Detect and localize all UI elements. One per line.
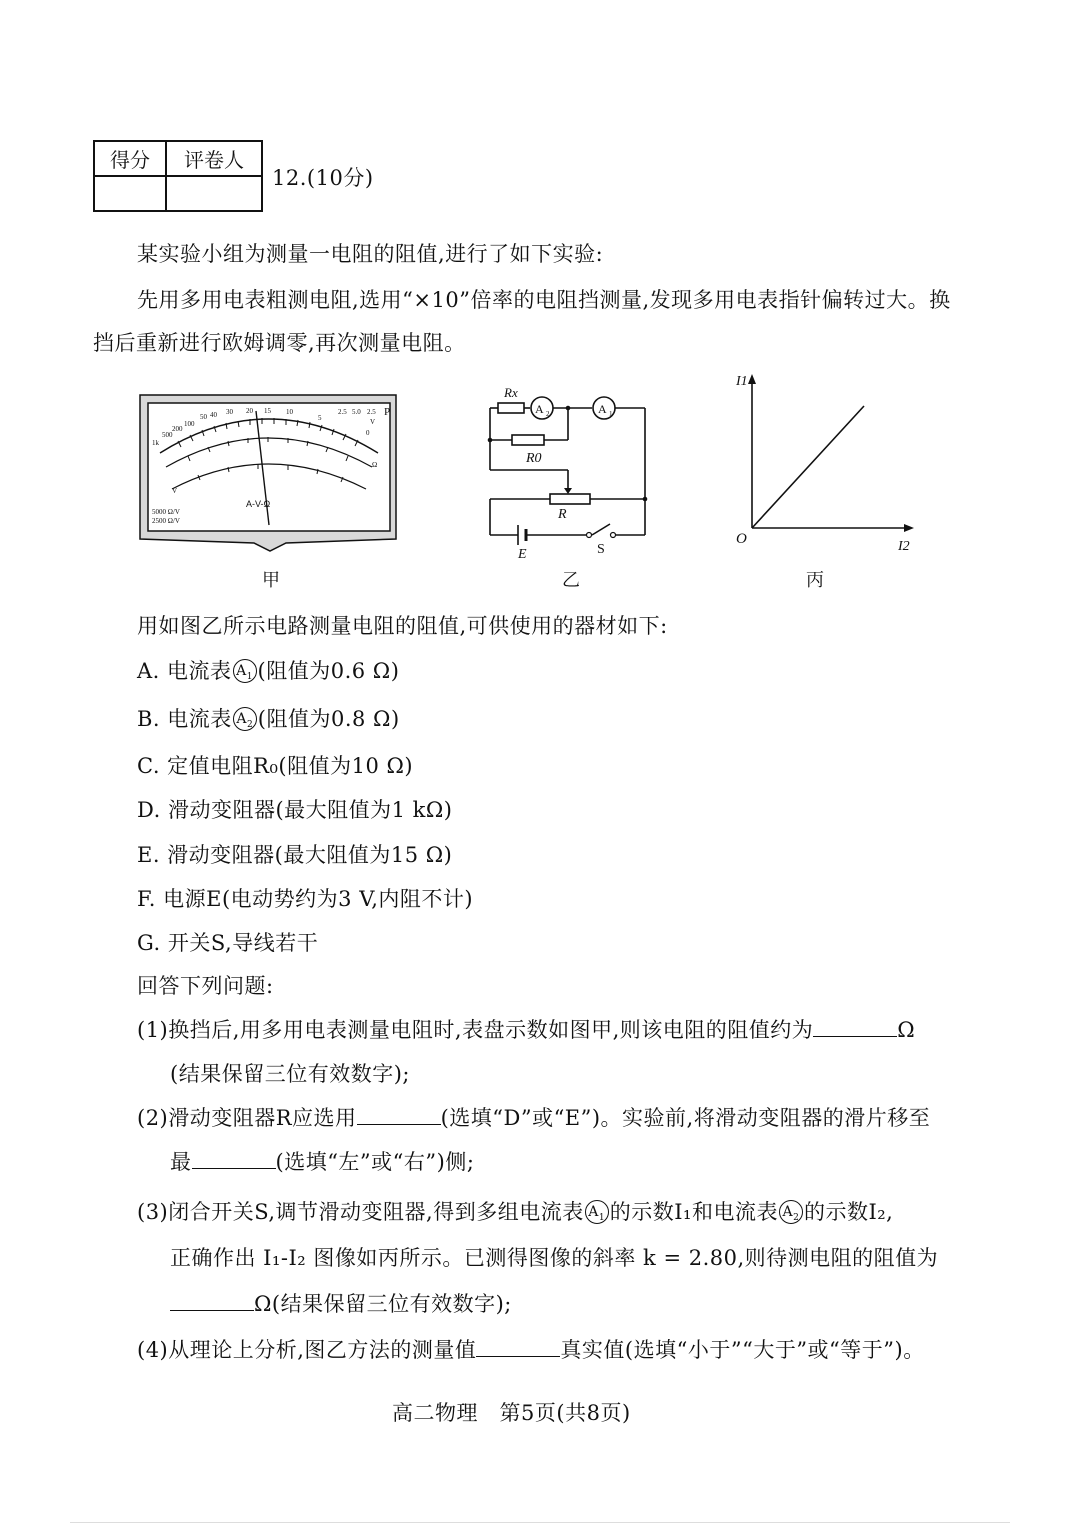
p-mark: P bbox=[384, 406, 391, 418]
slider-arrow bbox=[564, 488, 572, 494]
scale-label-50: 50 bbox=[200, 413, 207, 421]
q1-line-2: (结果保留三位有效数字); bbox=[170, 1062, 410, 1086]
q3-answer-blank[interactable] bbox=[170, 1292, 254, 1311]
q3-line-1: (3)闭合开关S,调节滑动变阻器,得到多组电流表 $A_1$ 的示数I₁和电流表 $A_2$ 的示数I₂, bbox=[137, 1200, 894, 1224]
s-label: S bbox=[597, 542, 605, 557]
q2-line-1: (2)滑动变阻器R应选用 (选填“D”或“E”)。实验前,将滑动变阻器的滑片移至 bbox=[137, 1106, 931, 1130]
x-axis-label: I2 bbox=[898, 539, 910, 554]
q3-line-2: 正确作出 I₁-I₂ 图像如丙所示。已测得图像的斜率 k = 2.80,则待测电阻的阻值为 bbox=[170, 1246, 939, 1270]
score-cell[interactable] bbox=[94, 176, 166, 211]
graph-figure bbox=[730, 368, 915, 558]
r0-label: R0 bbox=[526, 451, 542, 466]
scale-label-15: 15 bbox=[264, 407, 271, 415]
equipment-b: B. 电流表 $A_2$ (阻值为0.8 Ω) bbox=[137, 707, 400, 731]
data-line bbox=[752, 406, 864, 528]
scale-label-40: 40 bbox=[210, 411, 217, 419]
scale-label-0: 0 bbox=[366, 429, 370, 437]
answer-prompt: 回答下列问题: bbox=[137, 974, 274, 998]
q4-line-1: (4)从理论上分析,图乙方法的测量值 真实值(选填“小于”“大于”或“等于”)。 bbox=[137, 1338, 925, 1362]
q2-rheostat-blank[interactable] bbox=[357, 1106, 441, 1125]
scale-label-30: 30 bbox=[226, 408, 233, 416]
intro-line-1: 某实验小组为测量一电阻的阻值,进行了如下实验: bbox=[137, 242, 604, 266]
scale-label-200: 200 bbox=[172, 425, 183, 433]
figure-yi-label: 乙 bbox=[562, 570, 580, 591]
r-label: R bbox=[558, 507, 567, 522]
dial-label: A-V-Ω bbox=[246, 499, 271, 509]
q3-line-3: Ω(结果保留三位有效数字); bbox=[170, 1288, 512, 1318]
equipment-g: G. 开关S,导线若干 bbox=[137, 931, 319, 955]
bottom-divider bbox=[70, 1522, 1010, 1523]
scale-label-1k: 1k bbox=[152, 439, 159, 447]
range-label-2: 5.0 bbox=[352, 408, 361, 416]
origin-label: O bbox=[736, 531, 747, 547]
question-header bbox=[272, 162, 374, 192]
scale-label-100: 100 bbox=[184, 420, 195, 428]
question-points: (10分) bbox=[306, 166, 374, 190]
figure-jia-label: 甲 bbox=[262, 570, 280, 591]
score-label: 得分 bbox=[94, 141, 166, 176]
equipment-c: C. 定值电阻R₀(阻值为10 Ω) bbox=[137, 754, 414, 778]
range-label-1: 2.5 bbox=[338, 408, 347, 416]
rx-resistor bbox=[498, 403, 524, 413]
unit-v-lower: V bbox=[172, 487, 178, 495]
scale-label-5: 5 bbox=[318, 414, 322, 422]
r0-resistor bbox=[512, 435, 544, 445]
q2-line-2: 最 (选填“左”或“右”)侧; bbox=[170, 1150, 475, 1174]
score-table bbox=[93, 140, 263, 212]
unit-omega: Ω bbox=[372, 461, 378, 469]
a2-label: A bbox=[535, 402, 544, 416]
switch-blade bbox=[592, 524, 610, 535]
multimeter-figure bbox=[138, 393, 400, 555]
ammeter-a1-symbol: $A_1$ bbox=[233, 659, 257, 683]
equipment-a: A. 电流表 $A_1$ (阻值为0.6 Ω) bbox=[137, 659, 400, 683]
svg-text:2: 2 bbox=[546, 410, 550, 418]
ammeter-a2-symbol: $A_2$ bbox=[233, 707, 257, 731]
circuit-figure bbox=[482, 378, 658, 564]
ammeter-a1-inline: $A_1$ bbox=[585, 1200, 609, 1224]
equipment-e: E. 滑动变阻器(最大阻值为15 Ω) bbox=[137, 843, 453, 867]
slide-rheostat bbox=[550, 494, 590, 504]
page-footer: 高二物理 第5页(共8页) bbox=[392, 1401, 631, 1425]
scale-label-500: 500 bbox=[162, 431, 173, 439]
q1-line-1: (1)换挡后,用多用电表测量电阻时,表盘示数如图甲,则该电阻的阻值约为 Ω bbox=[137, 1018, 916, 1042]
y-axis-label: I1 bbox=[736, 374, 748, 389]
intro-line-3: 挡后重新进行欧姆调零,再次测量电阻。 bbox=[93, 331, 466, 355]
scale-label-20: 20 bbox=[246, 407, 253, 415]
question-number: 12. bbox=[272, 166, 307, 190]
intro-line-2: 先用多用电表粗测电阻,选用“×10”倍率的电阻挡测量,发现多用电表指针偏转过大。换 bbox=[137, 288, 951, 312]
rating-2: 2500 Ω/V bbox=[152, 517, 180, 525]
scale-label-10: 10 bbox=[286, 408, 293, 416]
svg-text:1: 1 bbox=[609, 410, 613, 418]
q1-answer-blank[interactable] bbox=[813, 1018, 897, 1037]
q4-answer-blank[interactable] bbox=[476, 1338, 560, 1357]
equipment-d: D. 滑动变阻器(最大阻值为1 kΩ) bbox=[137, 798, 453, 822]
circuit-line: 用如图乙所示电路测量电阻的阻值,可供使用的器材如下: bbox=[137, 614, 668, 638]
unit-v: V bbox=[370, 418, 376, 426]
e-label: E bbox=[518, 547, 527, 562]
equipment-f: F. 电源E(电动势约为3 V,内阻不计) bbox=[137, 887, 474, 911]
grader-cell[interactable] bbox=[166, 176, 262, 211]
range-label-3: 2.5 bbox=[367, 408, 376, 416]
rating-1: 5000 Ω/V bbox=[152, 508, 180, 516]
rx-label: Rx bbox=[504, 385, 518, 400]
ammeter-a2-inline: $A_2$ bbox=[779, 1200, 803, 1224]
q2-side-blank[interactable] bbox=[192, 1150, 276, 1169]
grader-label: 评卷人 bbox=[166, 141, 262, 176]
figure-bing-label: 丙 bbox=[806, 570, 824, 591]
a1-label: A bbox=[598, 402, 607, 416]
